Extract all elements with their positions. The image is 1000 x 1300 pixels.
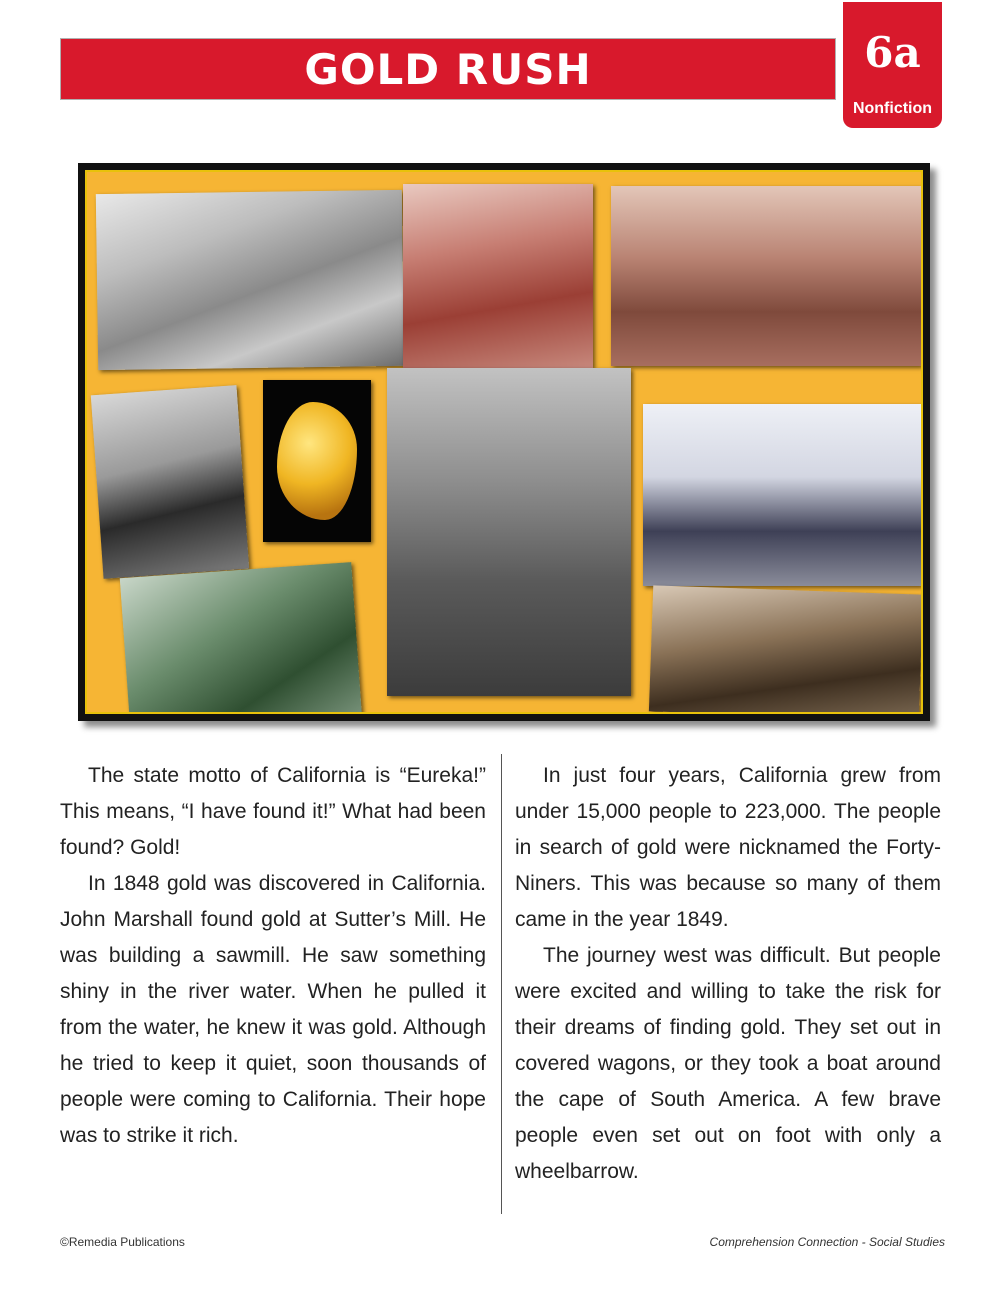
collage-panel: [85, 170, 923, 714]
title-bar: [60, 38, 836, 100]
pack-mules-photo: [643, 404, 921, 586]
paragraph: In just four years, California grew from under 15,000 people to 223,000. The people in search of gold were nicknamed the Forty-Niners. This was because so many of them came in the year 1849.: [515, 764, 941, 931]
article-right-column: [515, 758, 941, 1190]
paragraph: The journey west was difficult. But people were excited and willing to take the risk for their dreams of finding gold. They set out in covered wagons, or they took a boat around the cape of South America. A few brave people even set out on foot with only a wheelbarrow.: [515, 944, 941, 1183]
article-left-column: [60, 758, 486, 1154]
page-title: GOLD RUSH: [304, 44, 592, 94]
gold-nugget-photo: [263, 380, 371, 542]
paragraph: The state motto of California is “Eureka!” This means, “I have found it!” What had been found? Gold!: [60, 764, 486, 859]
copyright-text: ©Remedia Publications: [60, 1235, 185, 1249]
rocker-box-miner-photo: [120, 562, 362, 714]
miner-panning-photo: [387, 368, 631, 696]
paragraph: In 1848 gold was discovered in California. John Marshall found gold at Sutter’s Mill. He was building a sawmill. He saw something shiny in the river water. When he pulled it from the water, he knew it was gold. Although he tried to keep it quiet, soon thousands of people were coming to California. Their hope was to strike it rich.: [60, 872, 486, 1147]
series-name: Comprehension Connection - Social Studies: [709, 1235, 945, 1249]
column-divider: [501, 754, 502, 1214]
prospector-panning-engraving: [403, 184, 593, 368]
covered-wagon-photo: [611, 186, 921, 366]
lesson-tab: [843, 2, 942, 128]
lesson-number: 6a: [864, 28, 921, 77]
gold-nugget: [277, 402, 357, 520]
category-label: Nonfiction: [852, 100, 933, 117]
iron-safe-photo: [91, 385, 249, 579]
general-store-photo: [649, 585, 923, 714]
photo-collage: [78, 163, 930, 721]
mining-sluice-engraving: [96, 190, 404, 370]
